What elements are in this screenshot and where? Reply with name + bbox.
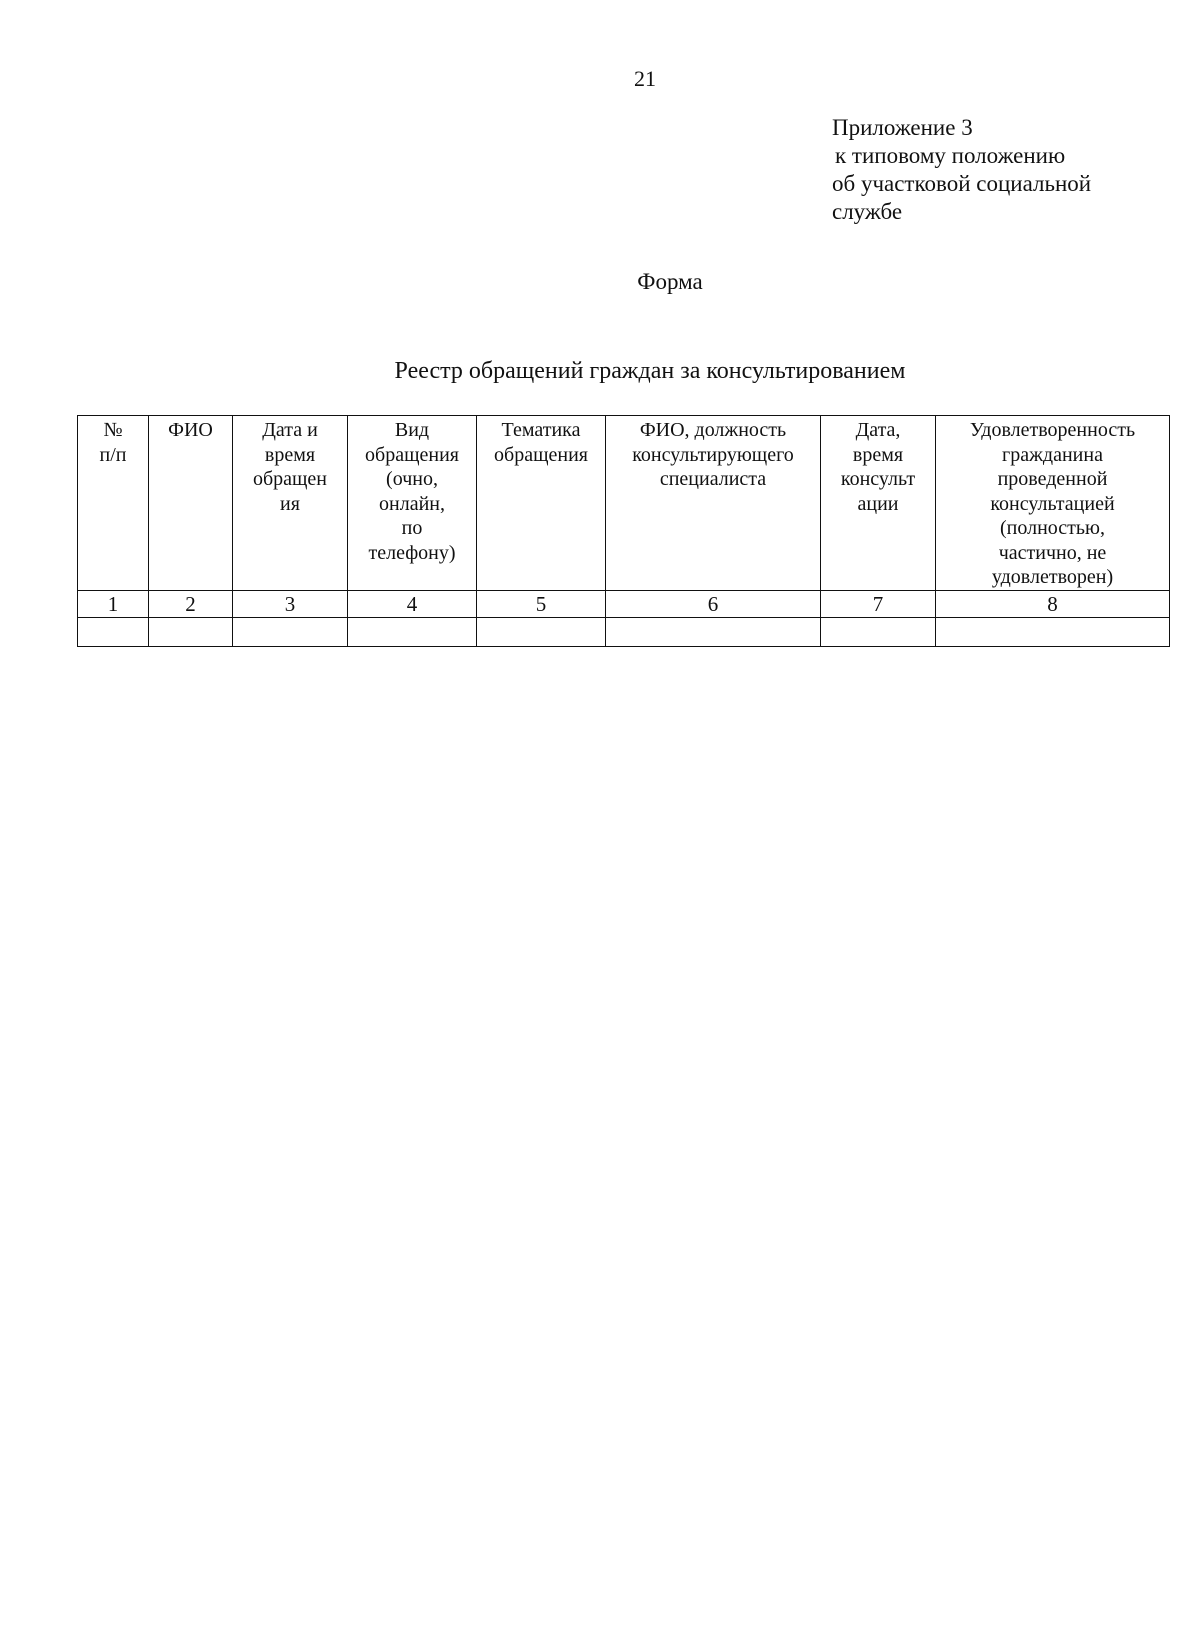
- column-number-cell: 7: [821, 591, 936, 618]
- header-text: ФИО: [168, 419, 213, 441]
- header-text: консультирующего: [632, 443, 794, 466]
- form-label: Форма: [637, 269, 703, 294]
- appendix-note: [832, 114, 1091, 226]
- header-text: ации: [857, 492, 899, 515]
- appendix-line: службе: [832, 199, 903, 224]
- header-text: Удовлетворенность: [969, 419, 1136, 441]
- page-number: 21: [634, 66, 656, 91]
- table-cell: [149, 618, 233, 647]
- header-cell-consultant: [606, 416, 821, 591]
- header-text: обращения: [365, 443, 459, 466]
- registry-table: [77, 415, 1170, 647]
- table-cell: [78, 618, 149, 647]
- table-cell: [348, 618, 477, 647]
- header-text: по: [401, 517, 423, 539]
- table-row: [78, 618, 1170, 647]
- header-text: телефону): [368, 541, 456, 564]
- appendix-line: об участковой социальной: [832, 171, 1092, 196]
- header-text: Дата,: [855, 419, 901, 441]
- header-row: [78, 416, 1170, 591]
- header-cell-number: [78, 416, 149, 591]
- header-text: (полностью,: [1000, 517, 1105, 539]
- header-text: удовлетворен): [991, 566, 1114, 588]
- table-cell: [233, 618, 348, 647]
- header-text: ия: [280, 492, 300, 515]
- appendix-line: Приложение 3: [832, 115, 973, 140]
- header-text: проведенной: [997, 468, 1108, 490]
- column-number-row: [78, 591, 1170, 618]
- header-text: Дата и: [262, 419, 318, 441]
- header-text: специалиста: [659, 468, 767, 490]
- column-number-cell: 8: [936, 591, 1170, 618]
- header-cell-satisfaction: [936, 416, 1170, 591]
- header-text: консульт: [840, 468, 916, 490]
- header-text: обращения: [494, 443, 588, 466]
- header-cell-fio: [149, 416, 233, 591]
- table-cell: [936, 618, 1170, 647]
- column-number-cell: 1: [78, 591, 149, 618]
- header-text: частично, не: [998, 541, 1107, 564]
- header-cell-request-datetime: [233, 416, 348, 591]
- column-number-cell: 2: [149, 591, 233, 618]
- header-text: обращен: [252, 468, 328, 490]
- appendix-line: к типовому положению: [835, 143, 1066, 168]
- table-cell: [606, 618, 821, 647]
- header-text: гражданина: [1002, 443, 1103, 466]
- header-text: время: [264, 443, 316, 466]
- column-number-cell: 3: [233, 591, 348, 618]
- header-cell-request-type: [348, 416, 477, 591]
- table-cell: [821, 618, 936, 647]
- header-text: онлайн,: [379, 492, 445, 515]
- header-cell-consultation-datetime: [821, 416, 936, 591]
- header-cell-topic: [477, 416, 606, 591]
- header-text: время: [852, 443, 904, 466]
- header-text: Тематика: [501, 419, 581, 441]
- column-number-cell: 5: [477, 591, 606, 618]
- column-number-cell: 6: [606, 591, 821, 618]
- header-text: консультацией: [990, 492, 1115, 515]
- header-text: (очно,: [386, 468, 438, 490]
- header-text: Вид: [394, 419, 430, 441]
- column-number-cell: 4: [348, 591, 477, 618]
- header-text: п/п: [99, 443, 127, 466]
- document-title: Реестр обращений граждан за консультированием: [394, 358, 906, 384]
- header-text: ФИО, должность: [639, 419, 787, 441]
- table-cell: [477, 618, 606, 647]
- header-text: №: [103, 419, 123, 441]
